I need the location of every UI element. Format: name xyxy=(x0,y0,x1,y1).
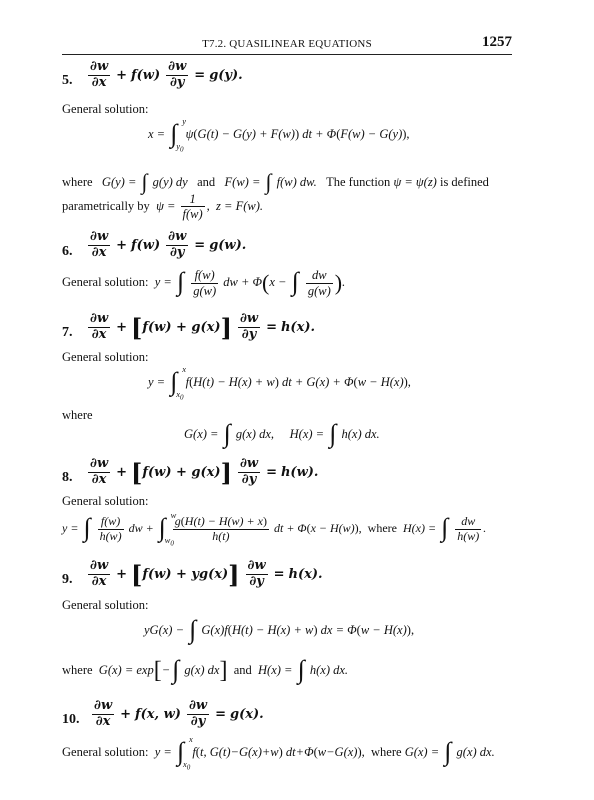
running-head: T7.2. QUASILINEAR EQUATIONS xyxy=(202,38,372,50)
equation-10: $\frac{\partial w}{\partial x}$ + f(x, w) $\frac{\partial w}{\partial y}$ = g(x). xyxy=(94,698,264,729)
equation-7-rhs: h(x). xyxy=(280,320,316,336)
equation-10-rhs: g(x). xyxy=(229,707,264,723)
equation-7: $\frac{\partial w}{\partial x}$ + [f(w) + g(x)] $\frac{\partial w}{\partial y}$ = h(x). xyxy=(90,311,316,343)
equation-number-9: 9. xyxy=(62,572,73,587)
page-number: 1257 xyxy=(482,34,512,50)
parametric-line-5: parametrically by ψ = $\frac{1}{f(w)}$ , z = F(w). xyxy=(62,192,264,222)
general-solution-label-5: General solution: xyxy=(62,102,149,116)
where-line-9: where G(x) = exp[−∫ g(x) dx] and H(x) = ∫ h(x) dx. xyxy=(62,655,349,684)
where-label-7: where xyxy=(62,408,93,422)
definitions-7: G(x) = ∫ g(x) dx, H(x) = ∫ h(x) dx. xyxy=(184,419,380,448)
equation-5-rhs: g(y). xyxy=(209,68,243,84)
page-header xyxy=(62,36,512,55)
equation-8-rhs: h(w). xyxy=(280,465,319,481)
equation-number-8: 8. xyxy=(62,470,73,485)
equation-number-6: 6. xyxy=(62,244,73,259)
equation-number-10: 10. xyxy=(62,712,80,727)
equation-8: $\frac{\partial w}{\partial x}$ + [f(w) + g(x)] $\frac{\partial w}{\partial y}$ = h(w). xyxy=(90,456,319,488)
general-solution-label-8: General solution: xyxy=(62,494,149,508)
solution-10: General solution: y = ∫ x $x_0$ f(t, G(t)−G(x)+w) dt+Φ(w−G(x)), where G(x) = ∫ g(x) dx. xyxy=(62,734,495,772)
general-solution-label-7: General solution: xyxy=(62,350,149,364)
equation-number-5: 5. xyxy=(62,73,73,88)
equation-6: $\frac{\partial w}{\partial x}$ + f(w) $\frac{\partial w}{\partial y}$ = g(w). xyxy=(90,229,247,260)
equation-9-rhs: h(x). xyxy=(288,567,323,583)
equation-6-rhs: g(w). xyxy=(209,238,247,254)
solution-8: y = ∫ $\frac{f(w)}{h(w)}$ dw + ∫ w $w_0$ $\frac{g(H(t) - H(w) + x)}{h(t)}$ dt + Φ(x − H(w)), where H(x) = ∫ $\frac{dw}{h(w)}$ . xyxy=(62,510,487,548)
solution-6: General solution: y = ∫ $\frac{f(w)}{g(w)}$ dw + Φ(x − ∫ $\frac{dw}{g(w)}$ ). xyxy=(62,267,346,298)
solution-9: yG(x) − ∫ G(x)f(H(t) − H(x) + w) dx = Φ(w − H(x)), xyxy=(144,615,415,644)
where-line-5: where G(y) = ∫ g(y) dy and F(w) = ∫ f(w) dw. The function ψ = ψ(z) is defined xyxy=(62,169,489,194)
equation-number-7: 7. xyxy=(62,325,73,340)
solution-7: y = ∫ x $x_0$ f(H(t) − H(x) + w) dt + G(x) + Φ(w − H(x)), xyxy=(148,364,411,402)
equation-5: $\frac{\partial w}{\partial x}$ + f(w) $\frac{\partial w}{\partial y}$ = g(y). xyxy=(90,59,243,90)
solution-5: x = ∫ y $y_0$ ψ(G(t) − G(y) + F(w)) dt + Φ(F(w) − G(y)), xyxy=(148,116,410,154)
equation-9: $\frac{\partial w}{\partial x}$ + [f(w) + yg(x)] $\frac{\partial w}{\partial y}$ = h(x). xyxy=(90,558,323,590)
general-solution-label-9: General solution: xyxy=(62,598,149,612)
